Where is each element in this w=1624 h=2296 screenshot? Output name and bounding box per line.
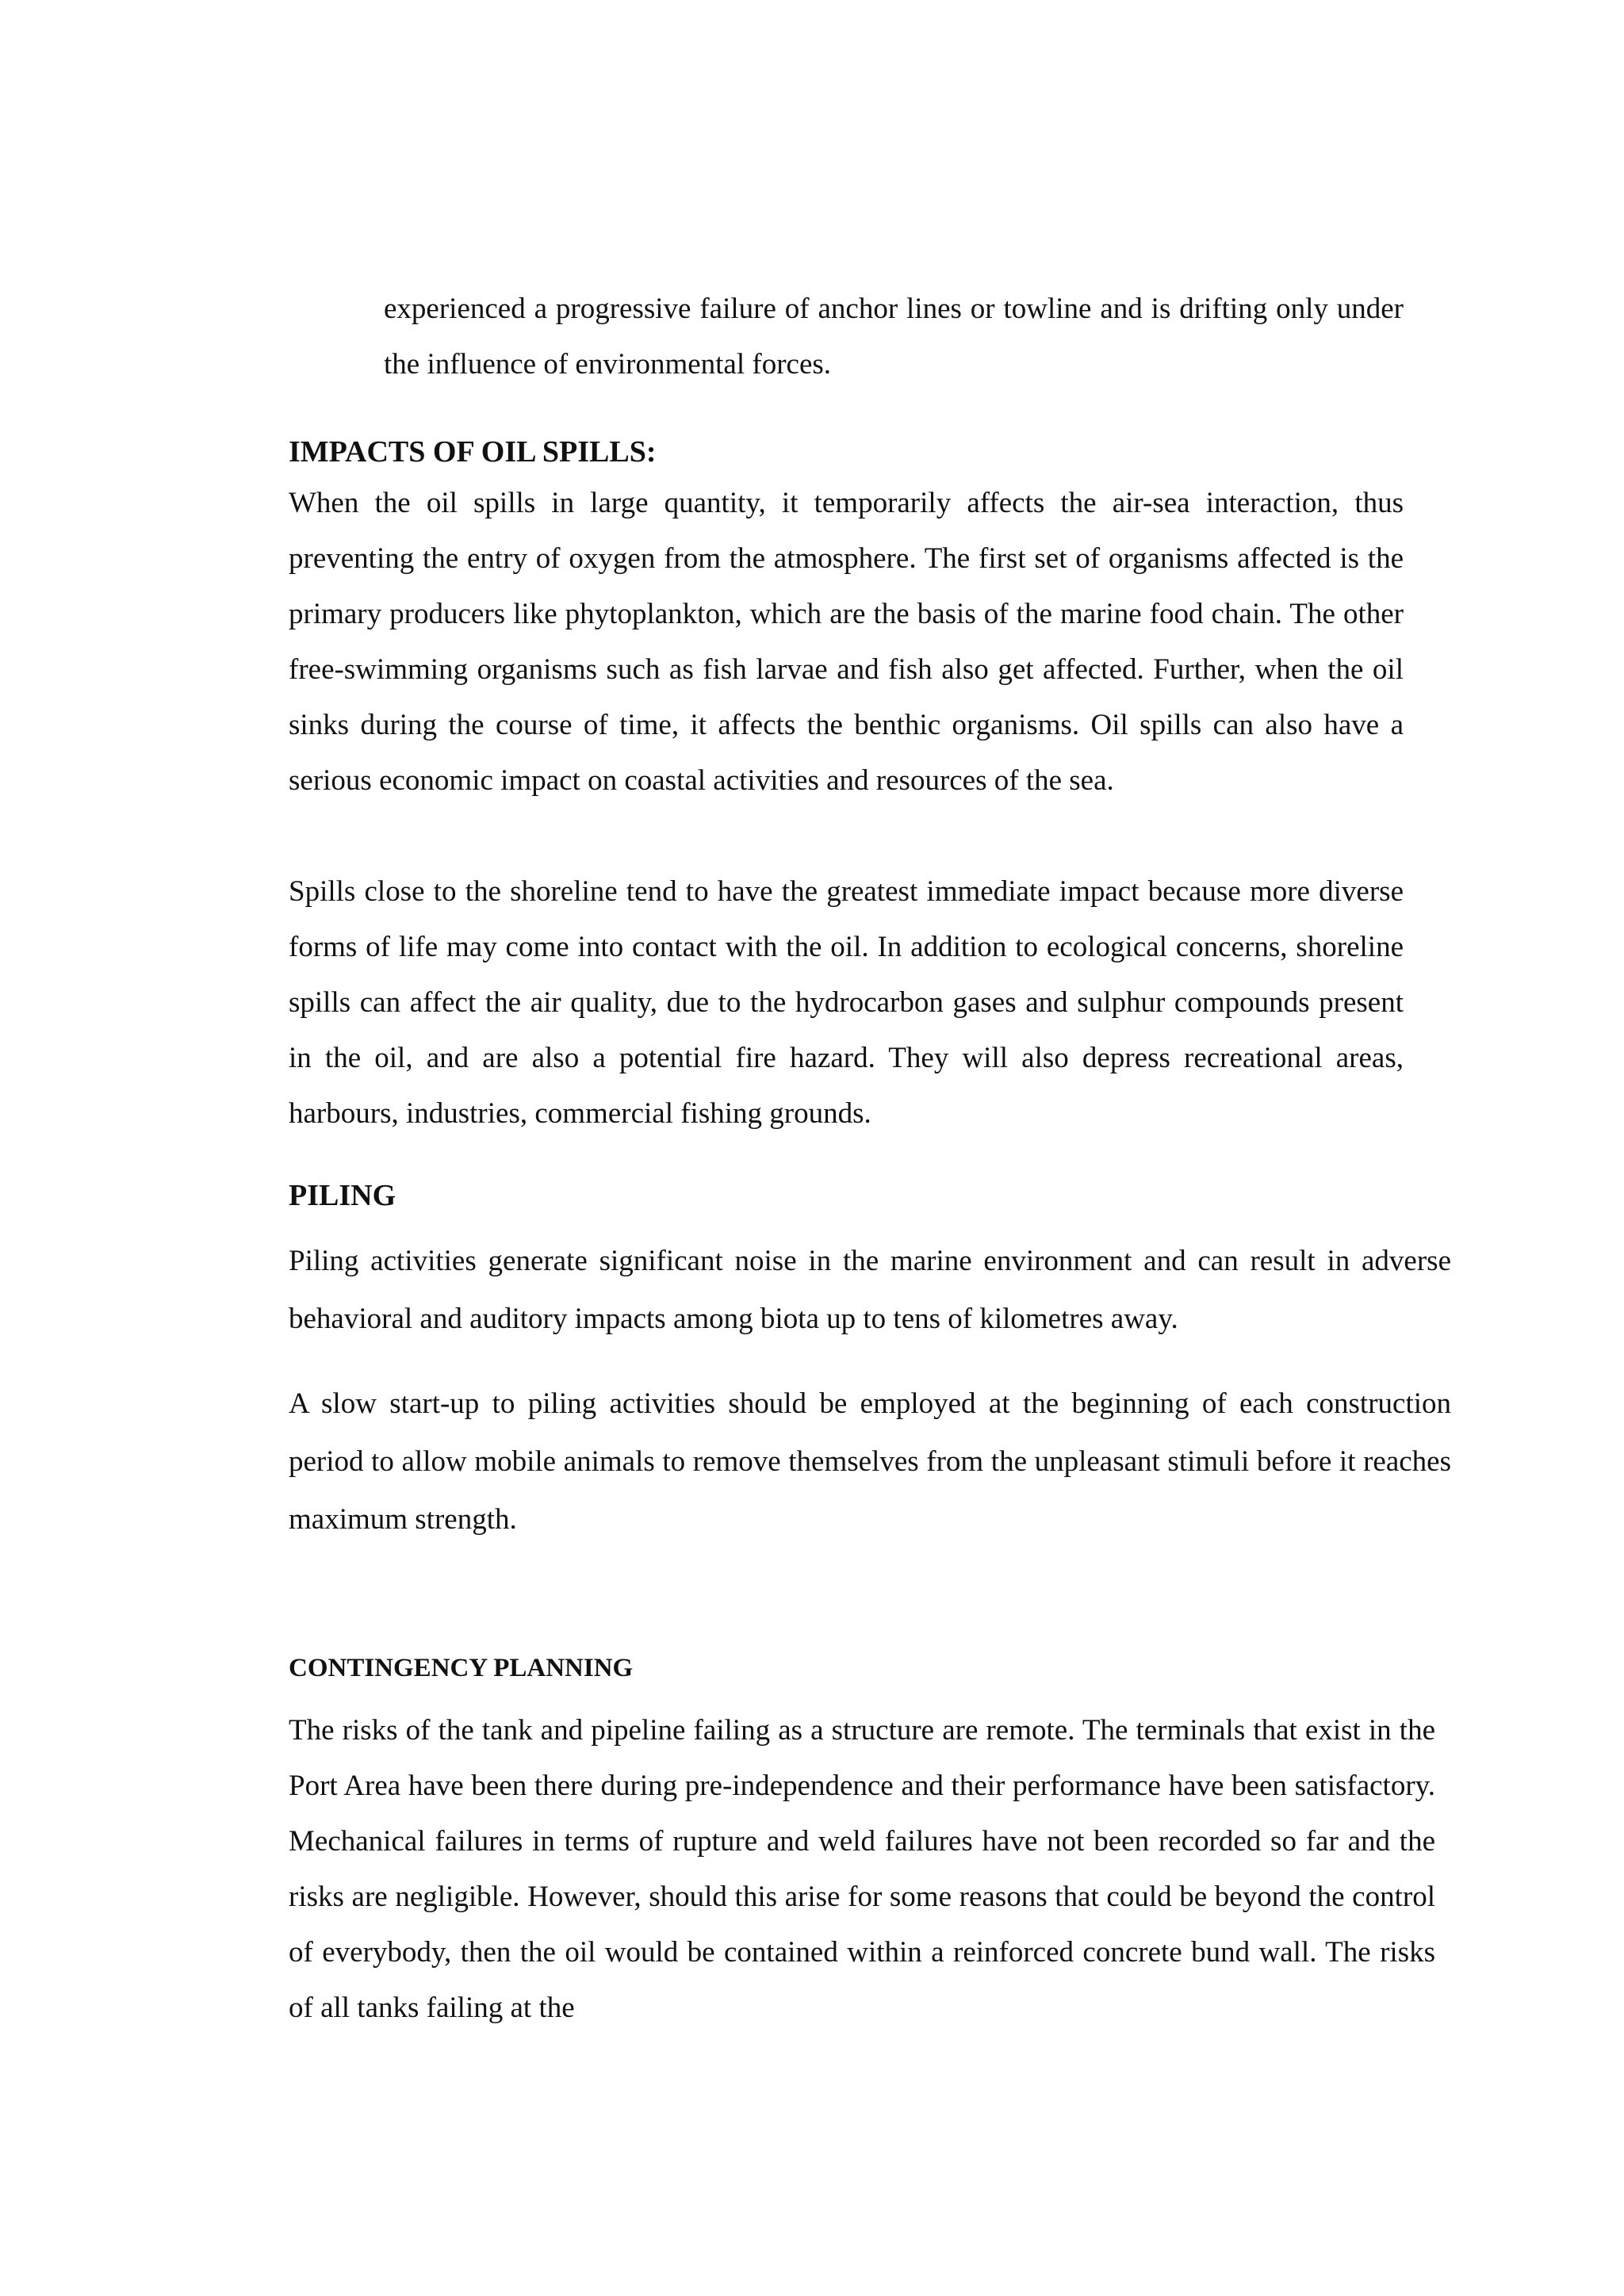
impacts-paragraph-2: Spills close to the shoreline tend to have the greatest immediate impact because more diverse forms of life may come into contact with the oil. In addition to ecological concerns, shoreline spills can affect the air quality, due to the hydrocarbon gases and sulphur compounds present in the oil, and are also a potential fire hazard. They will also depress recreational areas, harbours, industries, commercial fishing grounds.: [289, 875, 1404, 1130]
impacts-paragraph-1: When the oil spills in large quantity, it temporarily affects the air-sea interaction, thus preventing the entry of oxygen from the atmosphere. The first set of organisms affected is the primary producers like phytoplankton, which are the basis of the marine food chain. The other free-swimming organisms such as fish larvae and fish also get affected. Further, when the oil sinks during the course of time, it affects the benthic organisms. Oil spills can also have a serious economic impact on coastal activities and resources of the sea.: [289, 487, 1404, 797]
contingency-heading: CONTINGENCY PLANNING: [289, 1654, 634, 1682]
impacts-heading: IMPACTS OF OIL SPILLS:: [289, 435, 657, 469]
continuation-paragraph: experienced a progressive failure of anchor lines or towline and is drifting only under the influence of environmental forces.: [384, 293, 1404, 381]
piling-paragraph-2: A slow start-up to piling activities should be employed at the beginning of each construction period to allow mobile animals to remove themselves from the unpleasant stimuli before it reaches maximum strength.: [289, 1387, 1451, 1536]
contingency-paragraph-1: The risks of the tank and pipeline failing as a structure are remote. The terminals that exist in the Port Area have been there during pre-independence and their performance have been satisfactory. Mechanical failures in terms of rupture and weld failures have not been recorded so far and the risks are negligible. However, should this arise for some reasons that could be beyond the control of everybody, then the oil would be contained within a reinforced concrete bund wall. The risks of all tanks failing at the: [289, 1714, 1435, 2024]
piling-paragraph-1: Piling activities generate significant noise in the marine environment and can result in adverse behavioral and auditory impacts among biota up to tens of kilometres away.: [289, 1245, 1451, 1335]
piling-heading: PILING: [289, 1179, 396, 1212]
